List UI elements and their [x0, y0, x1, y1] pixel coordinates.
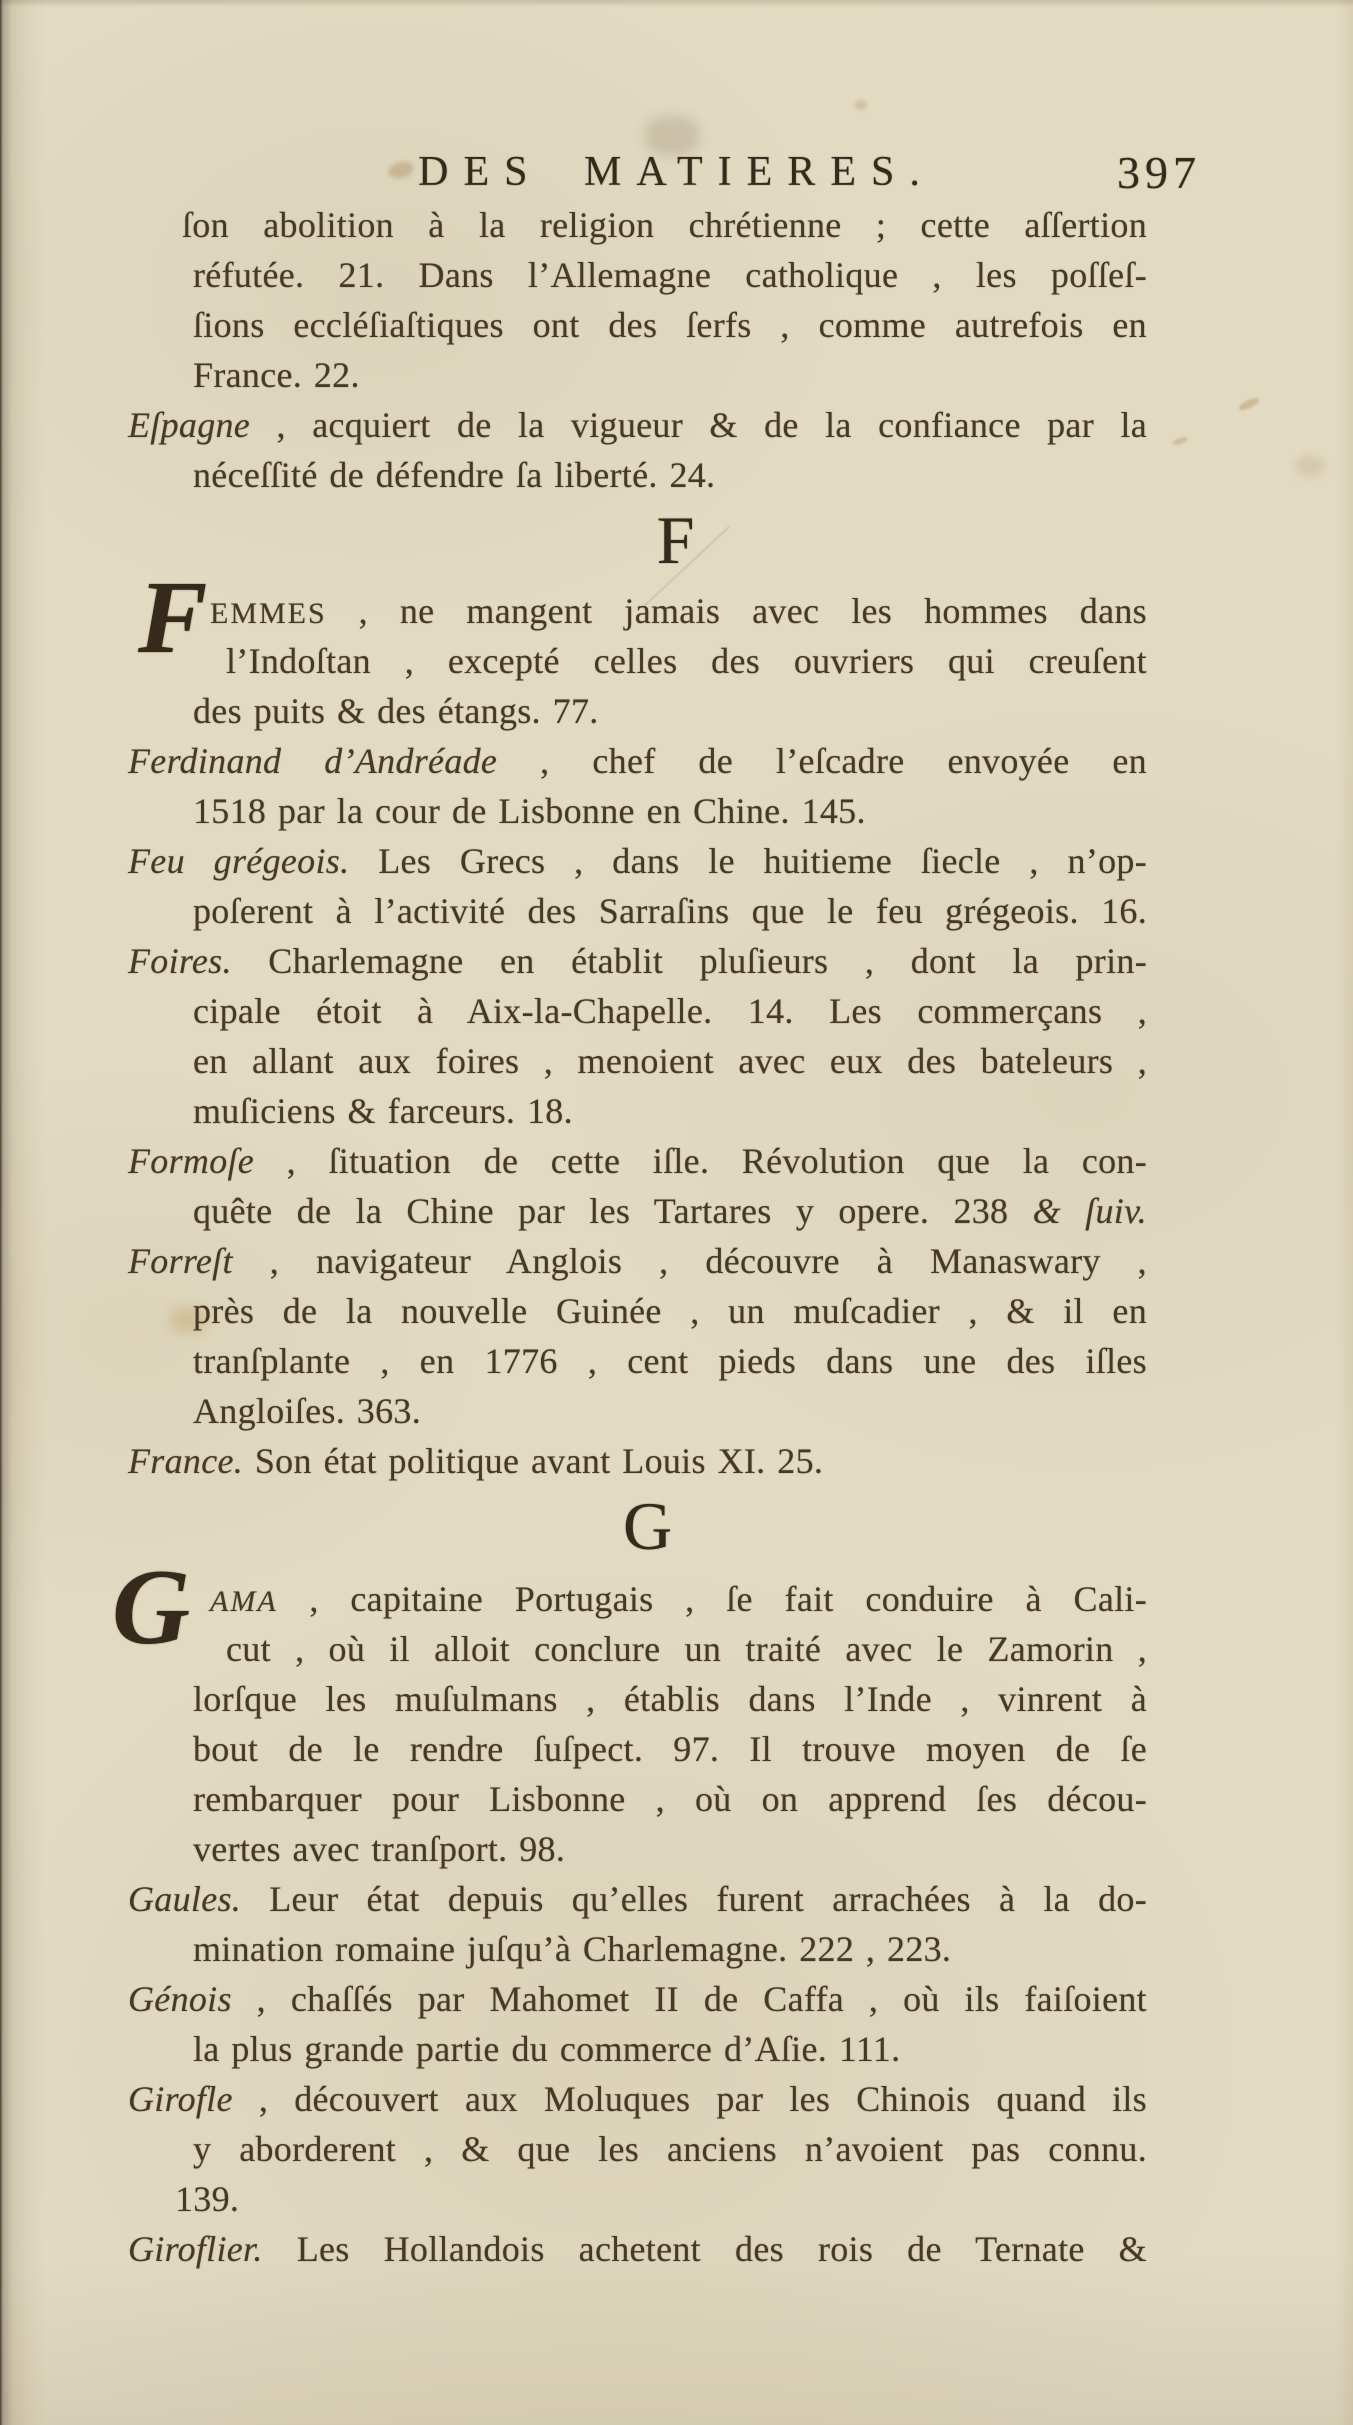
- index-line: [120, 2174, 1147, 2224]
- index-line: [120, 636, 1147, 686]
- index-entry-gaules: [120, 1874, 1147, 1924]
- text-segment: lorſque les muſulmans , établis dans l’Inde , vinrent à: [193, 1679, 1147, 1719]
- text-segment: tranſplante , en 1776 , cent pieds dans une des iſles: [193, 1341, 1147, 1381]
- section-heading-g: G: [622, 1488, 673, 1564]
- text-segment: , navigateur Anglois , découvre à Manaswary ,: [232, 1241, 1147, 1281]
- index-line: [120, 786, 1147, 836]
- entry-headword: Giroflier.: [128, 2229, 263, 2269]
- index-line: [120, 886, 1147, 936]
- text-segment: , capitaine Portugais , ſe fait conduire à Cali-: [277, 1579, 1147, 1619]
- text-segment: y aborderent , & que les anciens n’avoient pas connu.: [193, 2129, 1147, 2169]
- text-segment: , chaſſés par Mahomet II de Caffa , où ils faiſoient: [231, 1979, 1147, 2019]
- text-segment: vertes avec tranſport. 98.: [193, 1829, 566, 1869]
- index-line: [120, 1674, 1147, 1724]
- index-line: [120, 1186, 1147, 1236]
- text-segment: muſiciens & farceurs. 18.: [193, 1091, 573, 1131]
- text-segment: , découvert aux Moluques par les Chinois quand ils: [232, 2079, 1147, 2119]
- index-line: [120, 1386, 1147, 1436]
- index-line: [120, 2024, 1147, 2074]
- drop-cap-letter: F: [138, 560, 208, 675]
- text-segment: 1518 par la cour de Lisbonne en Chine. 145.: [193, 791, 866, 831]
- index-line: [120, 1724, 1147, 1774]
- paper-stain: [855, 100, 867, 110]
- text-segment: réfutée. 21. Dans l’Allemagne catholique , les poſſeſ-: [193, 255, 1147, 295]
- index-entry-girofle: [120, 2074, 1147, 2124]
- paper-stain: [1295, 455, 1325, 477]
- text-segment: , ne mangent jamais avec les hommes dans: [326, 591, 1147, 631]
- section-heading-f: F: [656, 502, 695, 578]
- text-segment: , chef de l’eſcadre envoyée en: [497, 741, 1147, 781]
- index-entry-foires: [120, 936, 1147, 986]
- text-segment: ſions eccléſiaſtiques ont des ſerfs , comme autrefois en: [193, 305, 1147, 345]
- index-line: [120, 1924, 1147, 1974]
- text-segment: Angloiſes. 363.: [193, 1391, 421, 1431]
- index-line: [120, 1336, 1147, 1386]
- index-line: [120, 1086, 1147, 1136]
- text-segment: Les Grecs , dans le huitieme ſiecle , n’op-: [349, 841, 1147, 881]
- text-segment: Son état politique avant Louis XI. 25.: [243, 1441, 824, 1481]
- index-line: [120, 2124, 1147, 2174]
- text-segment: près de la nouvelle Guinée , un muſcadier , & il en: [193, 1291, 1147, 1331]
- text-segment: Leur état depuis qu’elles furent arrachées à la do-: [241, 1879, 1147, 1919]
- text-segment: , ſituation de cette iſle. Révolution que la con-: [254, 1141, 1147, 1181]
- index-line: [120, 300, 1147, 350]
- text-segment: cut , où il alloit conclure un traité avec le Zamorin ,: [226, 1629, 1147, 1669]
- text-segment: EMMES: [210, 597, 327, 630]
- entry-headword: Eſpagne: [128, 405, 251, 445]
- text-segment: & ſuiv.: [1032, 1191, 1147, 1231]
- index-line: [120, 350, 1147, 400]
- entry-headword: Foires.: [128, 941, 232, 981]
- index-line: [120, 250, 1147, 300]
- text-segment: poſerent à l’activité des Sarraſins que le feu grégeois. 16.: [193, 891, 1147, 931]
- entry-headword: Génois: [128, 1979, 232, 2019]
- text-segment: des puits & des étangs. 77.: [193, 691, 599, 731]
- page-header-title: DES MATIERES.: [418, 149, 935, 195]
- text-segment: quête de la Chine par les Tartares y opere. 238: [193, 1191, 1033, 1231]
- index-entry-forrest: [120, 1236, 1147, 1286]
- index-entry-formose: [120, 1136, 1147, 1186]
- text-segment: Charlemagne en établit pluſieurs , dont la prin-: [231, 941, 1147, 981]
- entry-headword: Girofle: [128, 2079, 233, 2119]
- page-number: 397: [1117, 147, 1201, 198]
- text-segment: bout de le rendre ſuſpect. 97. Il trouve moyen de ſe: [193, 1729, 1147, 1769]
- text-segment: , acquiert de la vigueur & de la confiance par la: [250, 405, 1147, 445]
- entry-headword: Gaules.: [128, 1879, 242, 1919]
- index-entry-ferdinanddandrade: [120, 736, 1147, 786]
- drop-cap-letter: G: [112, 1548, 191, 1667]
- page-header: [0, 148, 1353, 202]
- index-entry-espagne: [120, 400, 1147, 450]
- text-segment: mination romaine juſqu’à Charlemagne. 222 , 223.: [193, 1929, 952, 1969]
- index-line: [120, 450, 1147, 500]
- paper-stain: [1237, 396, 1260, 413]
- index-line: [120, 1624, 1147, 1674]
- index-section-f: [120, 500, 1147, 1486]
- index-line: [120, 200, 1147, 250]
- index-line: [120, 1286, 1147, 1336]
- entry-headword: Formoſe: [128, 1141, 255, 1181]
- text-segment: néceſſité de défendre ſa liberté. 24.: [193, 455, 716, 495]
- text-segment: AMA: [210, 1585, 278, 1618]
- index-entry-giroflier: [120, 2224, 1147, 2274]
- text-segment: France. 22.: [193, 355, 360, 395]
- text-segment: 139.: [175, 2179, 240, 2219]
- text-segment: cipale étoit à Aix-la-Chapelle. 14. Les commerçans ,: [193, 991, 1147, 1031]
- entry-headword: Feu grégeois.: [128, 841, 350, 881]
- text-segment: l’Indoſtan , excepté celles des ouvriers qui creuſent: [226, 641, 1147, 681]
- index-line: [120, 986, 1147, 1036]
- index-entries: [112, 200, 1147, 2274]
- index-line: [120, 1824, 1147, 1874]
- index-line: [120, 1036, 1147, 1086]
- index-section: [120, 200, 1147, 500]
- index-section-g: [112, 1486, 1147, 2274]
- text-segment: la plus grande partie du commerce d’Aſie. 111.: [193, 2029, 901, 2069]
- index-line: [120, 686, 1147, 736]
- index-entry-feugrgeois: [120, 836, 1147, 886]
- text-segment: en allant aux foires , menoient avec eux des bateleurs ,: [193, 1041, 1147, 1081]
- entry-headword: Forreſt: [128, 1241, 233, 1281]
- entry-headword: Ferdinand d’Andréade: [128, 741, 498, 781]
- text-segment: Les Hollandois achetent des rois de Ternate &: [262, 2229, 1147, 2269]
- text-segment: rembarquer pour Lisbonne , où on apprend ſes décou-: [193, 1779, 1147, 1819]
- paper-stain: [1171, 435, 1188, 446]
- index-entry-france: [120, 1436, 1147, 1486]
- text-segment: ſon abolition à la religion chrétienne ; cette aſſertion: [182, 205, 1147, 245]
- index-line: [120, 1774, 1147, 1824]
- index-entry-gnois: [120, 1974, 1147, 2024]
- entry-headword: France.: [128, 1441, 244, 1481]
